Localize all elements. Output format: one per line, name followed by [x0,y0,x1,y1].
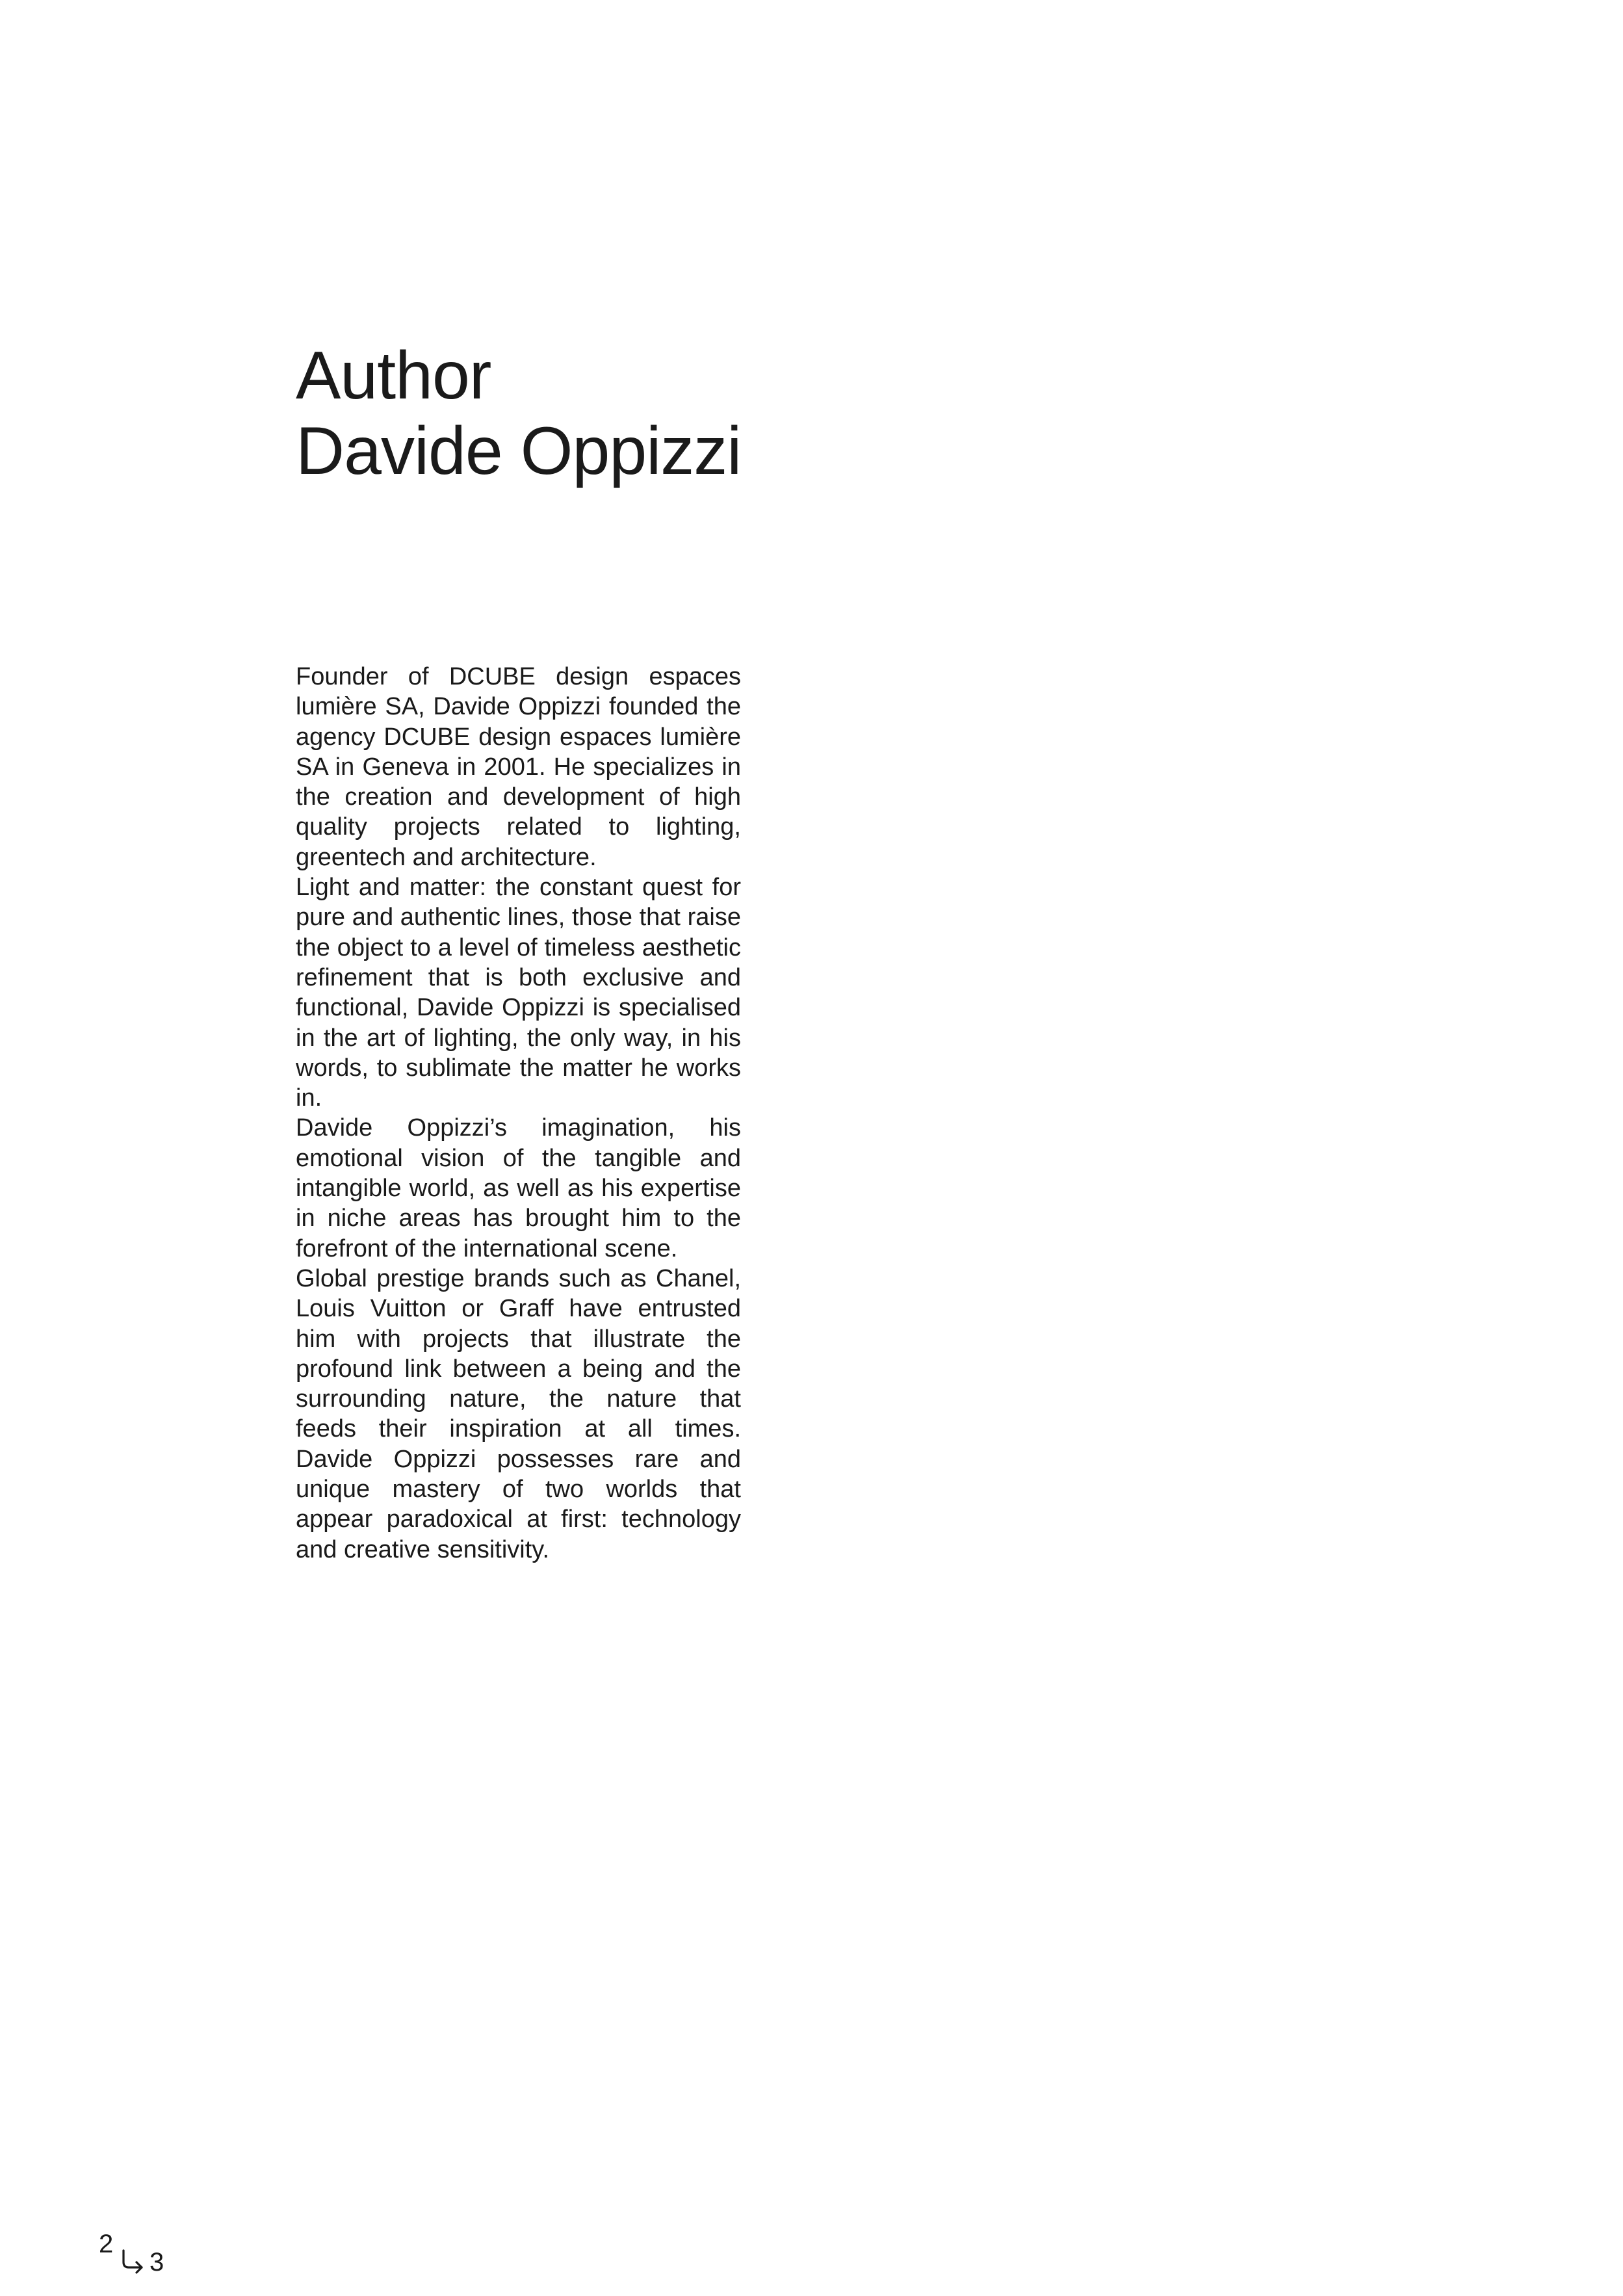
title-line-name: Davide Oppizzi [296,413,742,489]
page-title [296,338,741,489]
biography-text [296,662,741,1565]
current-page-number: 2 [99,2230,114,2258]
paragraph-prestige-brands: Global prestige brands such as Chanel, Louis Vuitton or Graff have entrusted him with projects that illustrate the profound link between a being and the surrounding nature, the nature that feeds their inspiration at all times. Davide Oppizzi possesses rare and unique mastery of two worlds that appear paradoxical at first: technology and creative sensitivity. [296,1264,741,1563]
title-line-author: Author [296,338,491,413]
page-number-indicator [99,2230,190,2282]
return-arrow-icon [118,2248,146,2275]
paragraph-light-and-matter: Light and matter: the constant quest for pure and authentic lines, those that raise the object to a level of timeless aesthetic refinement that is both exclusive and functional, Davide Oppizzi is specialised in the art of lighting, the only way, in his words, to sublimate the matter he works in. [296,874,741,1112]
paragraph-founder: Founder of DCUBE design espaces lumière SA, Davide Oppizzi founded the agency DCUBE design espaces lumière SA in Geneva in 2001. He specializes in the creation and development of high quality projects related to lighting, greentech and architecture. [296,663,741,871]
paragraph-imagination: Davide Oppizzi’s imagination, his emotional vision of the tangible and intangible world, as well as his expertise in niche areas has brought him to the forefront of the international scene. [296,1114,741,1262]
next-page-number: 3 [149,2248,164,2276]
